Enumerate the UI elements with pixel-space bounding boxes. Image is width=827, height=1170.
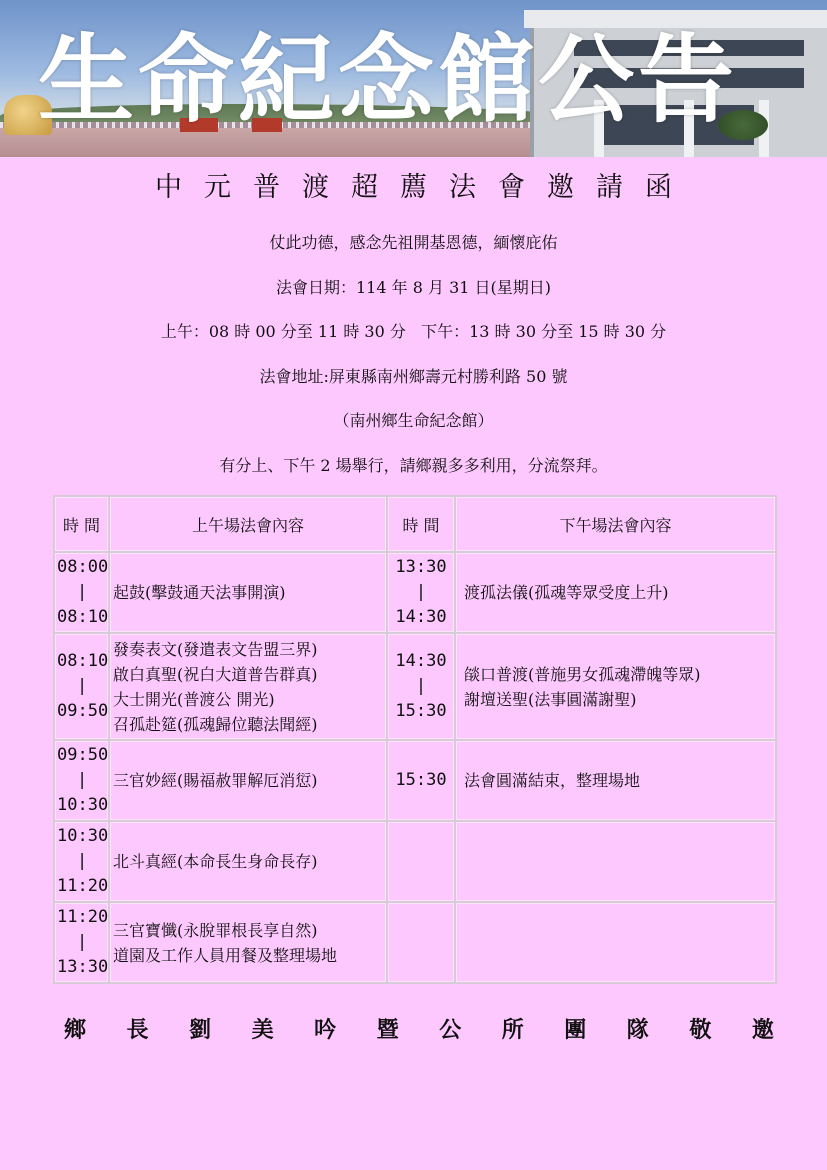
signature-char: 所 [501,1017,524,1043]
pm-start-time: 14:30 [395,651,447,671]
schedule-table [53,495,777,984]
am-time-cell [54,821,109,902]
am-end-time: 08:10 [57,607,109,627]
am-start-time: 09:50 [57,745,109,765]
signature-char: 敬 [689,1017,712,1043]
table-row [54,633,776,740]
signature-char: 美 [251,1017,274,1043]
header-am-time: 時 間 [54,496,109,552]
pm-content-line: 燄口普渡(普施男女孤魂滯魄等眾) [464,664,701,684]
pm-time-cell [387,633,455,740]
signature-char: 公 [439,1017,462,1043]
signature-char: 暨 [376,1017,399,1043]
am-content-line: 發奏表文(發遣表文告盟三界) [113,639,318,659]
table-row [54,552,776,633]
pm-time: 15:30 [395,770,447,790]
am-time-cell [54,633,109,740]
table-row [54,902,776,983]
pm-time-cell-empty [387,821,455,902]
pm-time-cell-empty [387,902,455,983]
info-time: 上午：08 時 00 分至 11 時 30 分 下午：13 時 30 分至 15 時 30 分 [160,322,667,341]
signature-line [64,1013,774,1044]
time-separator: | [415,676,427,696]
signature-char: 長 [126,1017,149,1043]
am-content-line: 三官妙經(賜福赦罪解厄消愆) [113,771,318,790]
header-pm-content: 下午場法會內容 [455,496,776,552]
am-content-cell [109,552,387,633]
pm-time-cell [387,552,455,633]
table-row [54,821,776,902]
pm-end-time: 15:30 [395,701,447,721]
pm-start-time: 13:30 [395,557,447,577]
am-start-time: 08:10 [57,651,109,671]
invitation-title: 中元普渡超薦法會邀請函 [155,172,694,203]
table-row [54,740,776,821]
signature-char: 隊 [626,1017,649,1043]
am-content-line: 召孤赴筵(孤魂歸位聽法聞經) [113,714,318,734]
am-content-line: 三官寶懺(永脫罪根長享自然) [113,920,318,940]
time-separator: | [77,582,88,602]
am-end-time: 10:30 [57,795,109,815]
am-time-cell [54,552,109,633]
am-content-line: 啟白真聖(祝白大道普告群真) [113,664,318,684]
am-start-time: 10:30 [57,826,109,846]
am-content-cell [109,633,387,740]
info-note: 有分上、下午 2 場舉行，請鄉親多多利用，分流祭拜。 [219,456,608,475]
info-venue: （南州鄉生命紀念館） [333,411,494,430]
am-time-cell [54,740,109,821]
am-end-time: 09:50 [57,701,109,721]
header-am-content: 上午場法會內容 [109,496,387,552]
am-end-time: 11:20 [57,876,109,896]
time-separator: | [77,851,88,871]
pm-content-cell [455,633,776,740]
time-separator: | [77,770,88,790]
am-start-time: 08:00 [57,557,109,577]
pm-content-line: 謝壇送聖(法事圓滿謝聖) [464,689,637,709]
time-separator: | [77,676,88,696]
info-address: 法會地址:屏東縣南州鄉壽元村勝利路 50 號 [259,367,568,386]
time-separator: | [415,582,427,602]
header-pm-time: 時 間 [387,496,455,552]
pm-content-line: 法會圓滿結束，整理場地 [464,771,641,790]
pm-end-time: 14:30 [395,607,447,627]
am-content-cell [109,740,387,821]
pm-content-cell-empty [455,902,776,983]
info-date: 法會日期：114 年 8 月 31 日(星期日) [276,278,551,297]
am-end-time: 13:30 [57,957,109,977]
signature-char: 鄉 [64,1017,87,1043]
table-header-row [54,496,776,552]
am-content-line: 道園及工作人員用餐及整理場地 [113,945,338,965]
header-banner-photo [0,0,827,157]
am-time-cell [54,902,109,983]
signature-char: 劉 [189,1017,212,1043]
info-dedication: 仗此功德，感念先祖開基恩德，緬懷庇佑 [269,233,558,252]
am-content-cell [109,821,387,902]
am-content-line: 北斗真經(本命長生身命長存) [113,852,318,871]
signature-char: 團 [564,1017,587,1043]
am-content-line: 起鼓(擊鼓通天法事開演) [113,583,286,602]
am-content-line: 大士開光(普渡公 開光) [113,689,275,709]
pm-content-cell [455,740,776,821]
am-start-time: 11:20 [57,907,109,927]
pm-content-line: 渡孤法儀(孤魂等眾受度上升) [464,583,669,602]
pm-time-cell [387,740,455,821]
pm-content-cell [455,552,776,633]
signature-char: 吟 [314,1017,337,1043]
pm-content-cell-empty [455,821,776,902]
banner-title: 生命紀念館公告 [38,24,738,136]
signature-char: 邀 [751,1017,774,1043]
time-separator: | [77,932,88,952]
am-content-cell [109,902,387,983]
